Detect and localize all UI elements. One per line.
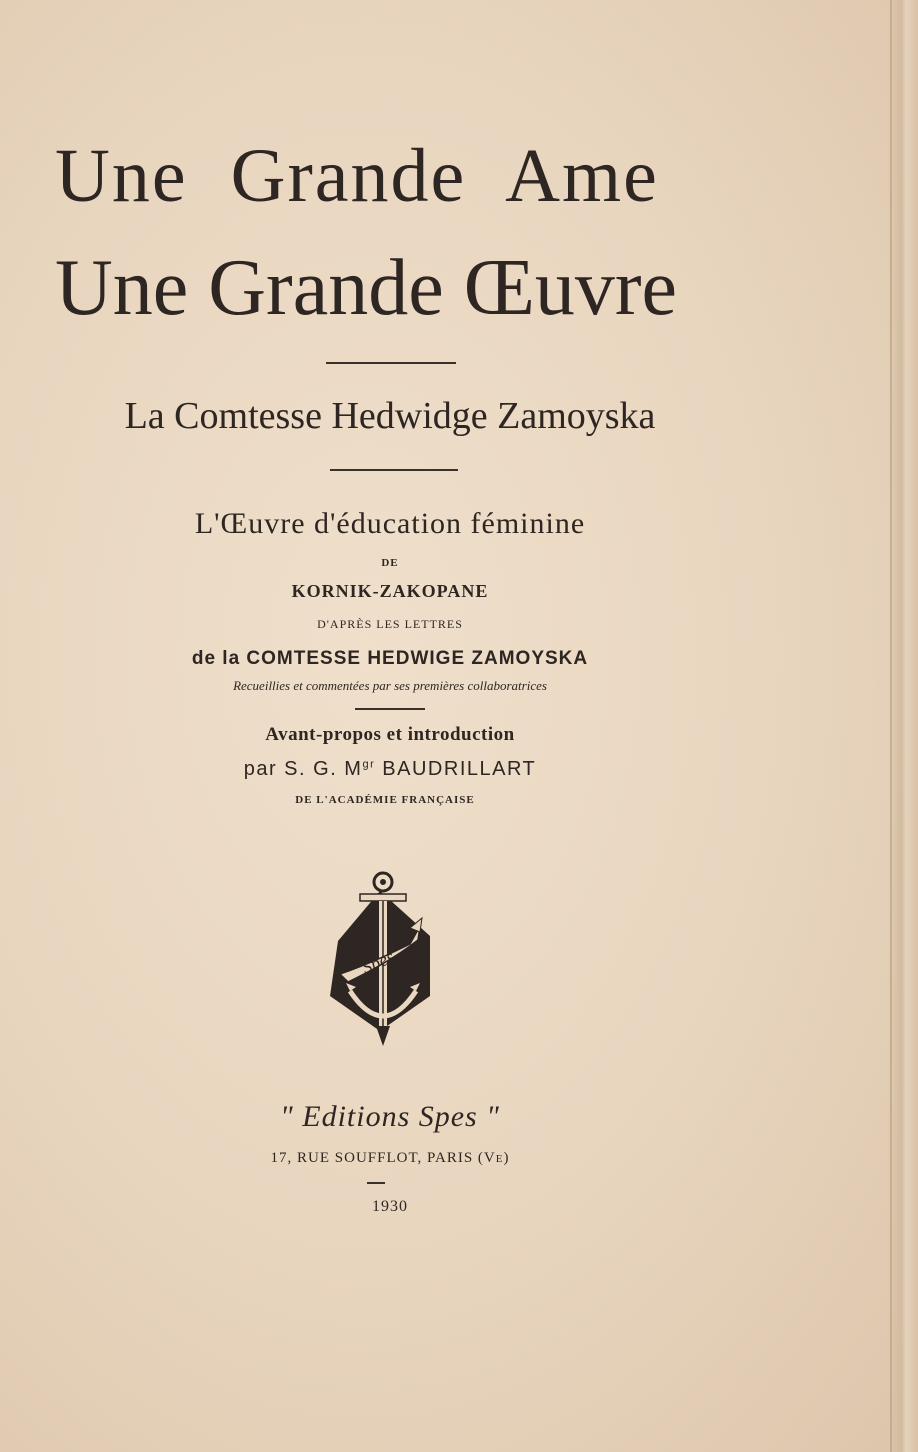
de-label: DE (381, 557, 399, 569)
apres-line: D'APRÈS LES LETTRES (317, 617, 463, 631)
publisher-name: " Editions Spes " (280, 1100, 500, 1133)
divider-rule (367, 1182, 385, 1184)
title-line-1: Une Grande Ame (55, 134, 659, 218)
place-name: KORNIK-ZAKOPANE (291, 581, 489, 601)
title-line-2: Une Grande Œuvre (55, 244, 677, 332)
page-edge-line (890, 0, 892, 1452)
academy-line: DE L'ACADÉMIE FRANÇAISE (295, 794, 475, 806)
publication-year: 1930 (372, 1198, 408, 1215)
divider-rule (355, 708, 425, 710)
logo-text: Spes (358, 946, 398, 978)
collected-by-line: Recueillies et commentées par ses premières collaboratrices (233, 678, 547, 693)
anchor-logo-icon (310, 866, 450, 1056)
subtitle: La Comtesse Hedwidge Zamoyska (124, 395, 656, 437)
author-line: de la COMTESSE HEDWIGE ZAMOYSKA (191, 648, 589, 669)
foreword-line: Avant-propos et introduction (265, 724, 515, 745)
foreword-author (120, 758, 660, 781)
par-prefix: par S. G. M (243, 758, 363, 780)
divider-rule (330, 469, 458, 471)
page-edge (888, 0, 918, 1452)
par-name: BAUDRILLART (375, 758, 537, 780)
publisher-address: 17, RUE SOUFFLOT, PARIS (Ve) (270, 1150, 510, 1166)
work-title: L'Œuvre d'éducation féminine (194, 507, 586, 540)
par-superscript: gr (362, 758, 376, 771)
divider-rule (326, 362, 456, 364)
